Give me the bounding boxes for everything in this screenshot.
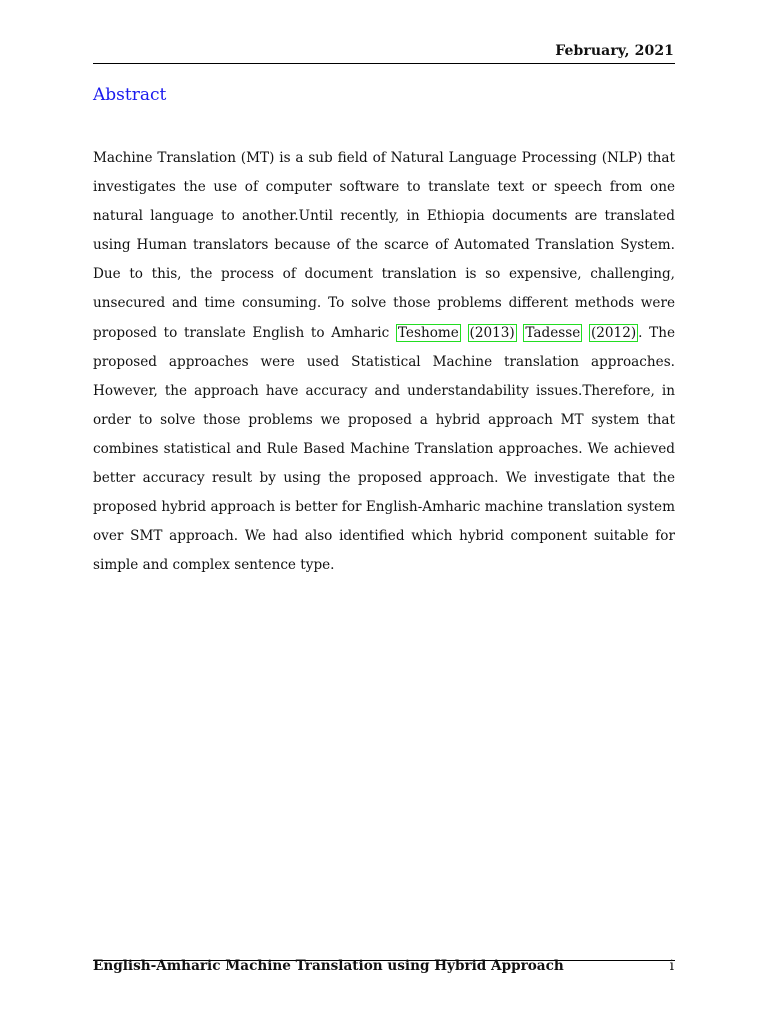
header-rule: [93, 63, 675, 64]
section-title: Abstract: [93, 85, 167, 105]
abstract-paragraph: [93, 144, 675, 580]
abstract-text: [461, 325, 468, 341]
citation-tadesse-year[interactable]: (2012): [590, 324, 637, 341]
abstract-text: Machine Translation (MT) is a sub field of Natural Language Processing (NLP) that investigates the use of computer software to translate text or speech from one natural language to another.Until recently, in Ethiopia documents are translated using Human translators because of the scarce of Automated Translation System. Due to this, the process of document translation is so expensive, challenging, unsecured and time consuming. To solve those problems different methods were proposed to translate English to Amharic: [93, 150, 675, 341]
citation-tadesse-author[interactable]: Tadesse: [525, 324, 581, 341]
citation-teshome-year[interactable]: (2013): [469, 324, 515, 341]
header-date: February, 2021: [555, 43, 674, 59]
abstract-text: [582, 325, 589, 341]
footer-title: English-Amharic Machine Translation using Hybrid Approach: [93, 958, 564, 974]
citation-teshome-author[interactable]: Teshome: [397, 324, 459, 341]
abstract-text: . The proposed approaches were used Statistical Machine translation approaches. However, the approach have accuracy and understandability issues.Therefore, in order to solve those problems we proposed a hybrid approach MT system that combines statistical and Rule Based Machine Translation approaches. We achieved better accuracy result by using the proposed approach. We investigate that the proposed hybrid approach is better for English-Amharic machine translation system over SMT approach. We had also identified which hybrid component suitable for simple and complex sentence type.: [93, 324, 676, 574]
page-number: i: [669, 958, 674, 974]
